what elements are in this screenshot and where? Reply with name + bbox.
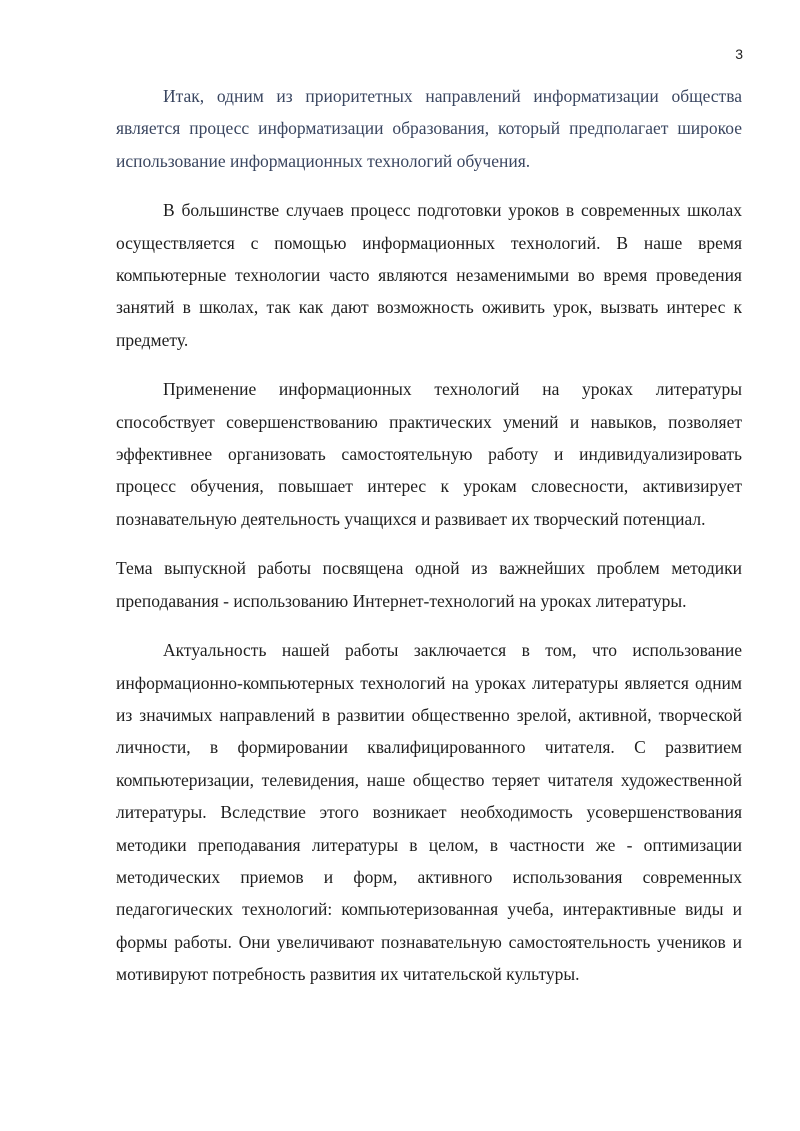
page-number: 3 — [735, 46, 743, 62]
paragraph-lesson-preparation: В большинстве случаев процесс подготовки уроков в современных школах осуществляется с помощью информационных технологий. В наше время компьютерные технологии часто являются незаменимыми во время проведения занятий в школах, так как дают возможность оживить урок, вызвать интерес к предмету. — [116, 200, 742, 350]
paragraph-it-application: Применение информационных технологий на уроках литературы способствует совершенствованию практических умений и навыков, позволяет эффективнее организовать самостоятельную работу и индивидуализировать процесс обучения, повышает интерес к урокам словесности, активизирует познавательную деятельность учащихся и развивает их творческий потенциал. — [116, 379, 742, 529]
paragraph-thesis-topic: Тема выпускной работы посвящена одной из важнейших проблем методики преподавания - использованию Интернет-технологий на уроках литературы. — [116, 558, 742, 611]
document-body — [116, 80, 742, 1008]
paragraph-intro: Итак, одним из приоритетных направлений информатизации общества является процесс информатизации образования, который предполагает широкое использование информационных технологий обучения. — [116, 86, 742, 171]
paragraph-relevance: Актуальность нашей работы заключается в том, что использование информационно-компьютерных технологий на уроках литературы является одним из значимых направлений в развитии общественно зрелой, активной, творческой личности, в формировании квалифицированного читателя. С развитием компьютеризации, телевидения, наше общество теряет читателя художественной литературы. Вследствие этого возникает необходимость усовершенствования методики преподавания литературы в целом, в частности же - оптимизации методических приемов и форм, активного использования современных педагогических технологий: компьютеризованная учеба, интерактивные виды и формы работы. Они увеличивают познавательную самостоятельность учеников и мотивируют потребность развития их читательской культуры. — [116, 640, 742, 985]
